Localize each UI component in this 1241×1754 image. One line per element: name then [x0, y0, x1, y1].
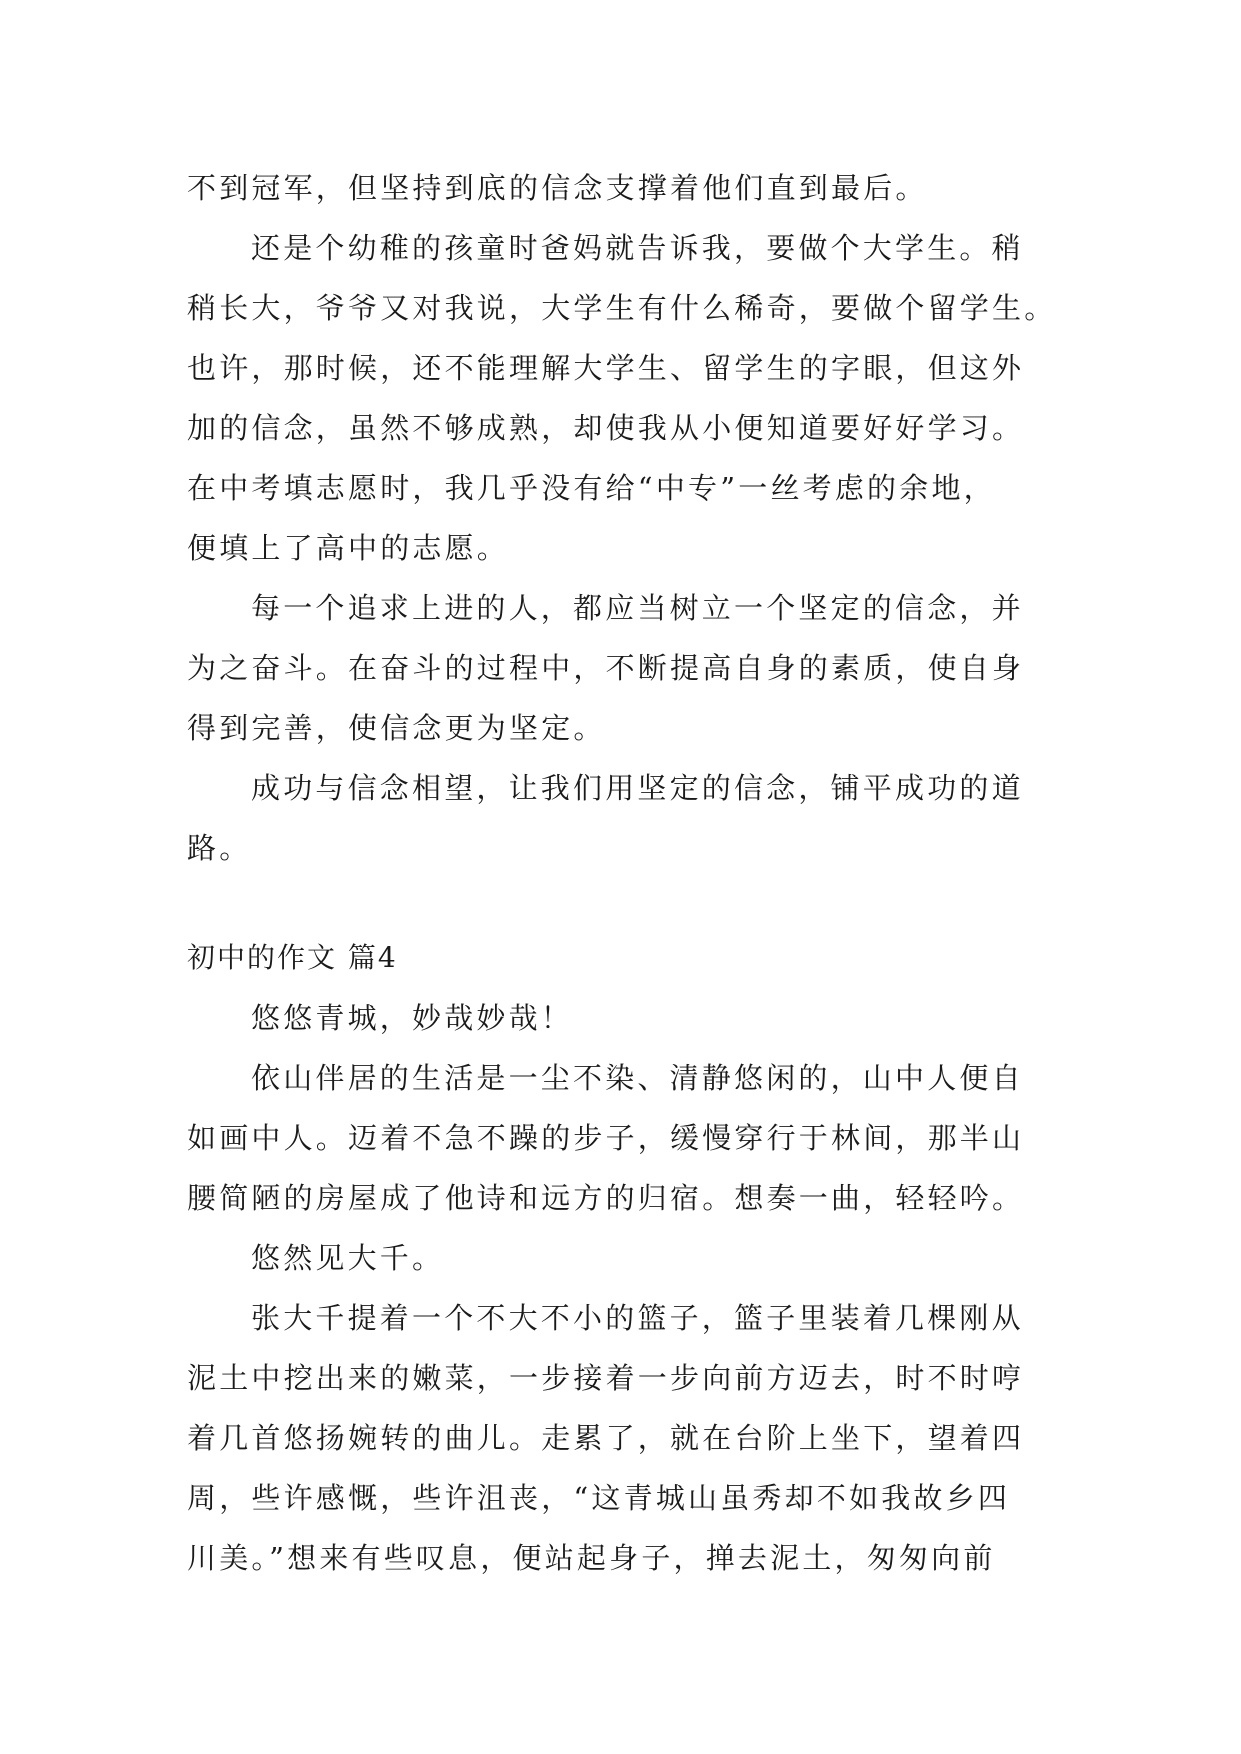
text-line: 周，些许感慨，些许沮丧，“这青城山虽秀却不如我故乡四 [187, 1481, 1011, 1515]
text-line: 悠悠青城，妙哉妙哉！ [251, 1001, 574, 1035]
text-line: 便填上了高中的志愿。 [187, 531, 510, 565]
text-line: 稍长大，爷爷又对我说，大学生有什么稀奇，要做个留学生。 [187, 291, 1057, 325]
text-line: 还是个幼稚的孩童时爸妈就告诉我，要做个大学生。稍 [251, 231, 1024, 265]
paragraph-striving [187, 578, 1067, 758]
paragraph-childhood-belief [187, 218, 1067, 578]
paragraph-opening [187, 988, 1067, 1048]
paragraph-zhang-daqian [187, 1288, 1067, 1588]
text-line: 得到完善，使信念更为坚定。 [187, 711, 606, 745]
text-line: 悠然见大千。 [251, 1241, 445, 1275]
section-spacer [187, 878, 1067, 928]
paragraph-short [187, 1228, 1067, 1288]
text-line: 加的信念，虽然不够成熟，却使我从小便知道要好好学习。 [187, 411, 1025, 445]
text-line: 不到冠军，但坚持到底的信念支撑着他们直到最后。 [187, 171, 928, 205]
paragraph-conclusion [187, 758, 1067, 878]
text-line: 依山伴居的生活是一尘不染、清静悠闲的，山中人便自 [251, 1061, 1024, 1095]
text-line: 为之奋斗。在奋斗的过程中，不断提高自身的素质，使自身 [187, 651, 1025, 685]
text-line: 成功与信念相望，让我们用坚定的信念，铺平成功的道 [251, 771, 1024, 805]
paragraph-continuation [187, 158, 1067, 218]
text-line: 也许，那时候，还不能理解大学生、留学生的字眼，但这外 [187, 351, 1025, 385]
text-line: 如画中人。迈着不急不躁的步子，缓慢穿行于林间，那半山 [187, 1121, 1025, 1155]
text-line: 在中考填志愿时，我几乎没有给“中专”一丝考虑的余地， [187, 471, 996, 505]
text-line: 路。 [187, 831, 252, 865]
text-line: 川美。”想来有些叹息，便站起身子，掸去泥土，匆匆向前 [187, 1541, 996, 1575]
text-line: 每一个追求上进的人，都应当树立一个坚定的信念，并 [251, 591, 1024, 625]
essay-heading: 初中的作文 篇4 [187, 941, 398, 974]
text-line: 张大千提着一个不大不小的篮子，篮子里装着几棵刚从 [251, 1301, 1024, 1335]
text-line: 着几首悠扬婉转的曲儿。走累了，就在台阶上坐下，望着四 [187, 1421, 1025, 1455]
document-body [187, 158, 1067, 1588]
paragraph-mountain-life [187, 1048, 1067, 1228]
text-line: 腰简陋的房屋成了他诗和远方的归宿。想奏一曲，轻轻吟。 [187, 1181, 1025, 1215]
text-line: 泥土中挖出来的嫩菜，一步接着一步向前方迈去，时不时哼 [187, 1361, 1025, 1395]
